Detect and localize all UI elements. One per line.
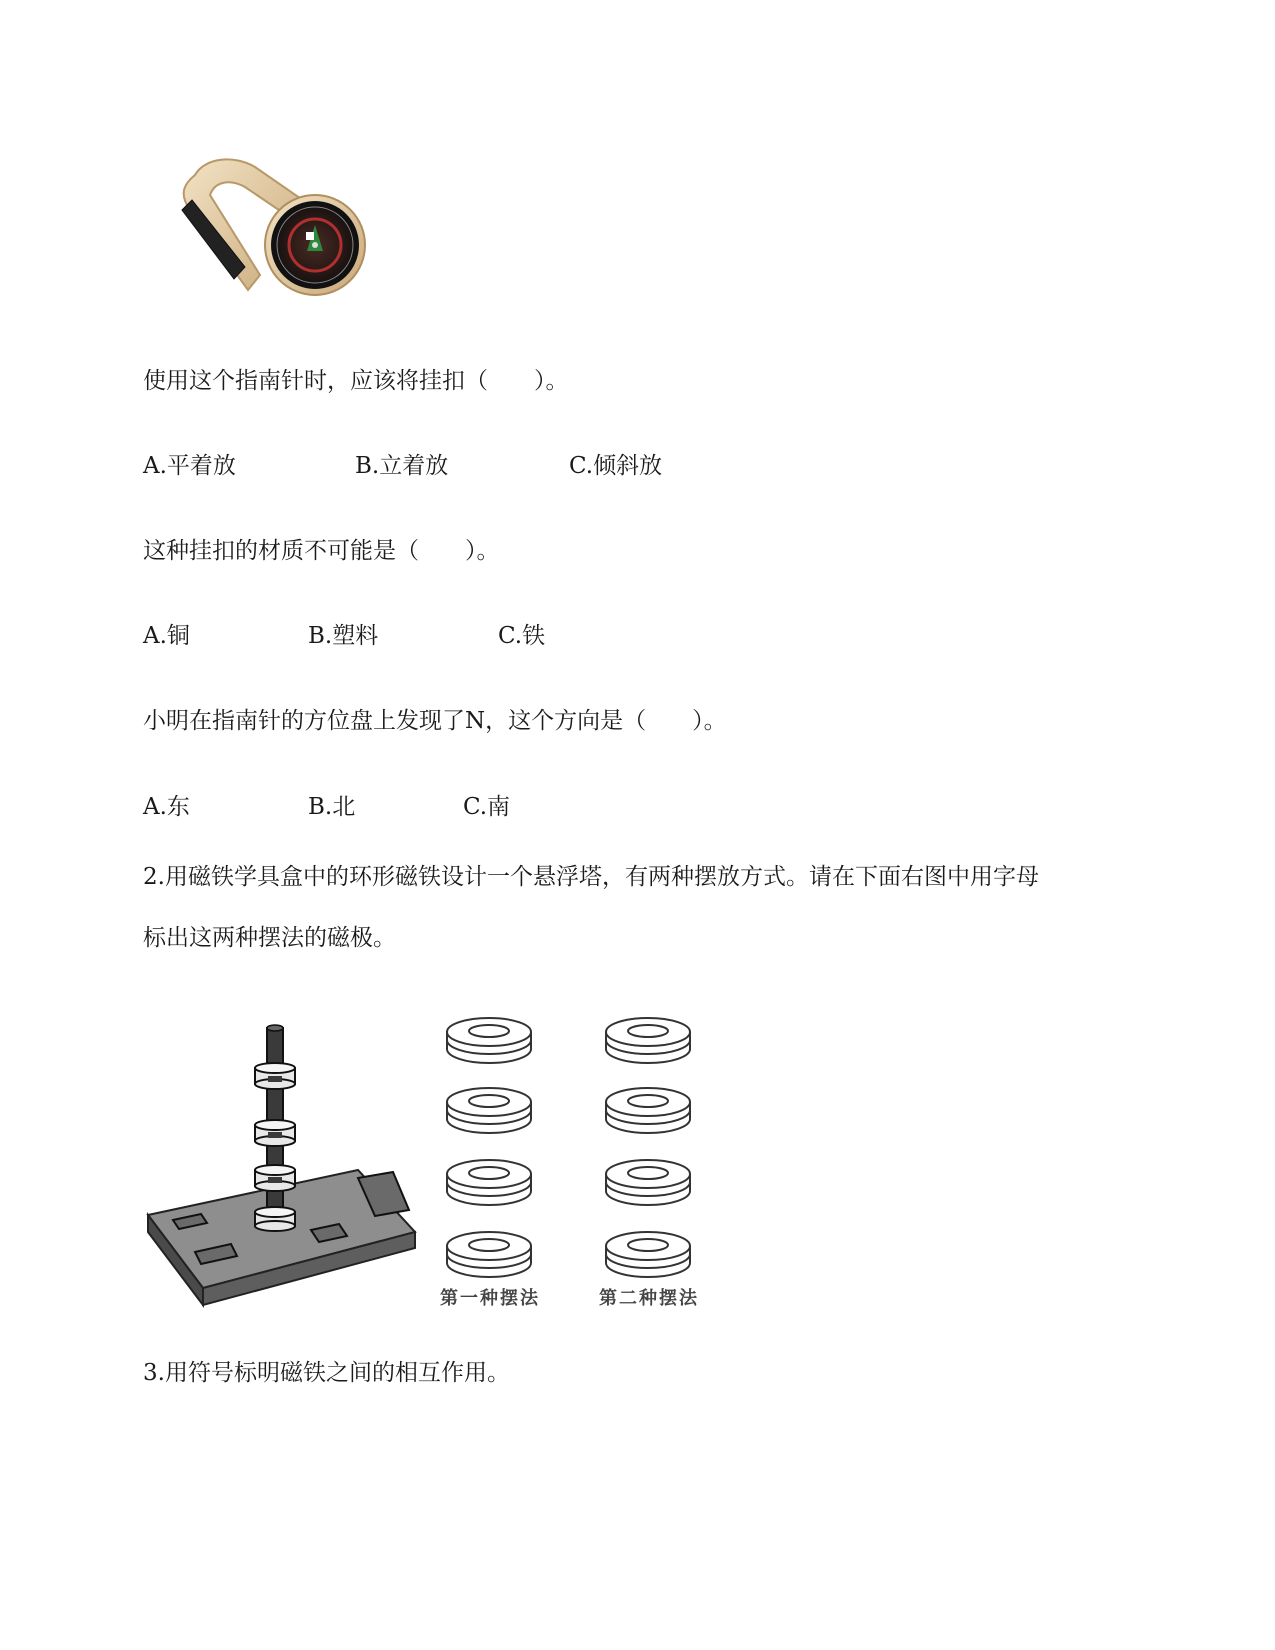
levitation-tower-image [143, 1020, 423, 1310]
sub3-option-b[interactable]: B.北 [308, 794, 356, 820]
caption-second-arrangement: 第二种摆法 [599, 1288, 699, 1309]
compass-carabiner-image [160, 155, 370, 310]
ring-stack-second [599, 1002, 699, 1282]
question-2-line-2: 标出这两种摆法的磁极。 [143, 925, 396, 951]
sub2-option-b[interactable]: B.塑料 [308, 623, 379, 649]
sub2-option-a[interactable]: A.铜 [143, 623, 190, 649]
sub-question-1-text: 使用这个指南针时，应该将挂扣（ ）。 [143, 368, 569, 394]
sub1-option-b[interactable]: B.立着放 [355, 453, 449, 479]
sub-question-3-text: 小明在指南针的方位盘上发现了N，这个方向是（ ）。 [143, 708, 727, 734]
caption-first-arrangement: 第一种摆法 [440, 1288, 540, 1309]
sub2-option-c[interactable]: C.铁 [498, 623, 546, 649]
sub-question-2-text: 这种挂扣的材质不可能是（ ）。 [143, 538, 500, 564]
question-3-text: 3.用符号标明磁铁之间的相互作用。 [143, 1360, 510, 1386]
sub1-option-c[interactable]: C.倾斜放 [569, 453, 663, 479]
question-2-line-1: 2.用磁铁学具盒中的环形磁铁设计一个悬浮塔，有两种摆放方式。请在下面右图中用字母 [143, 864, 1039, 890]
sub3-option-a[interactable]: A.东 [143, 794, 190, 820]
sub1-option-a[interactable]: A.平着放 [143, 453, 236, 479]
ring-stack-first [440, 1002, 540, 1282]
sub3-option-c[interactable]: C.南 [463, 794, 511, 820]
